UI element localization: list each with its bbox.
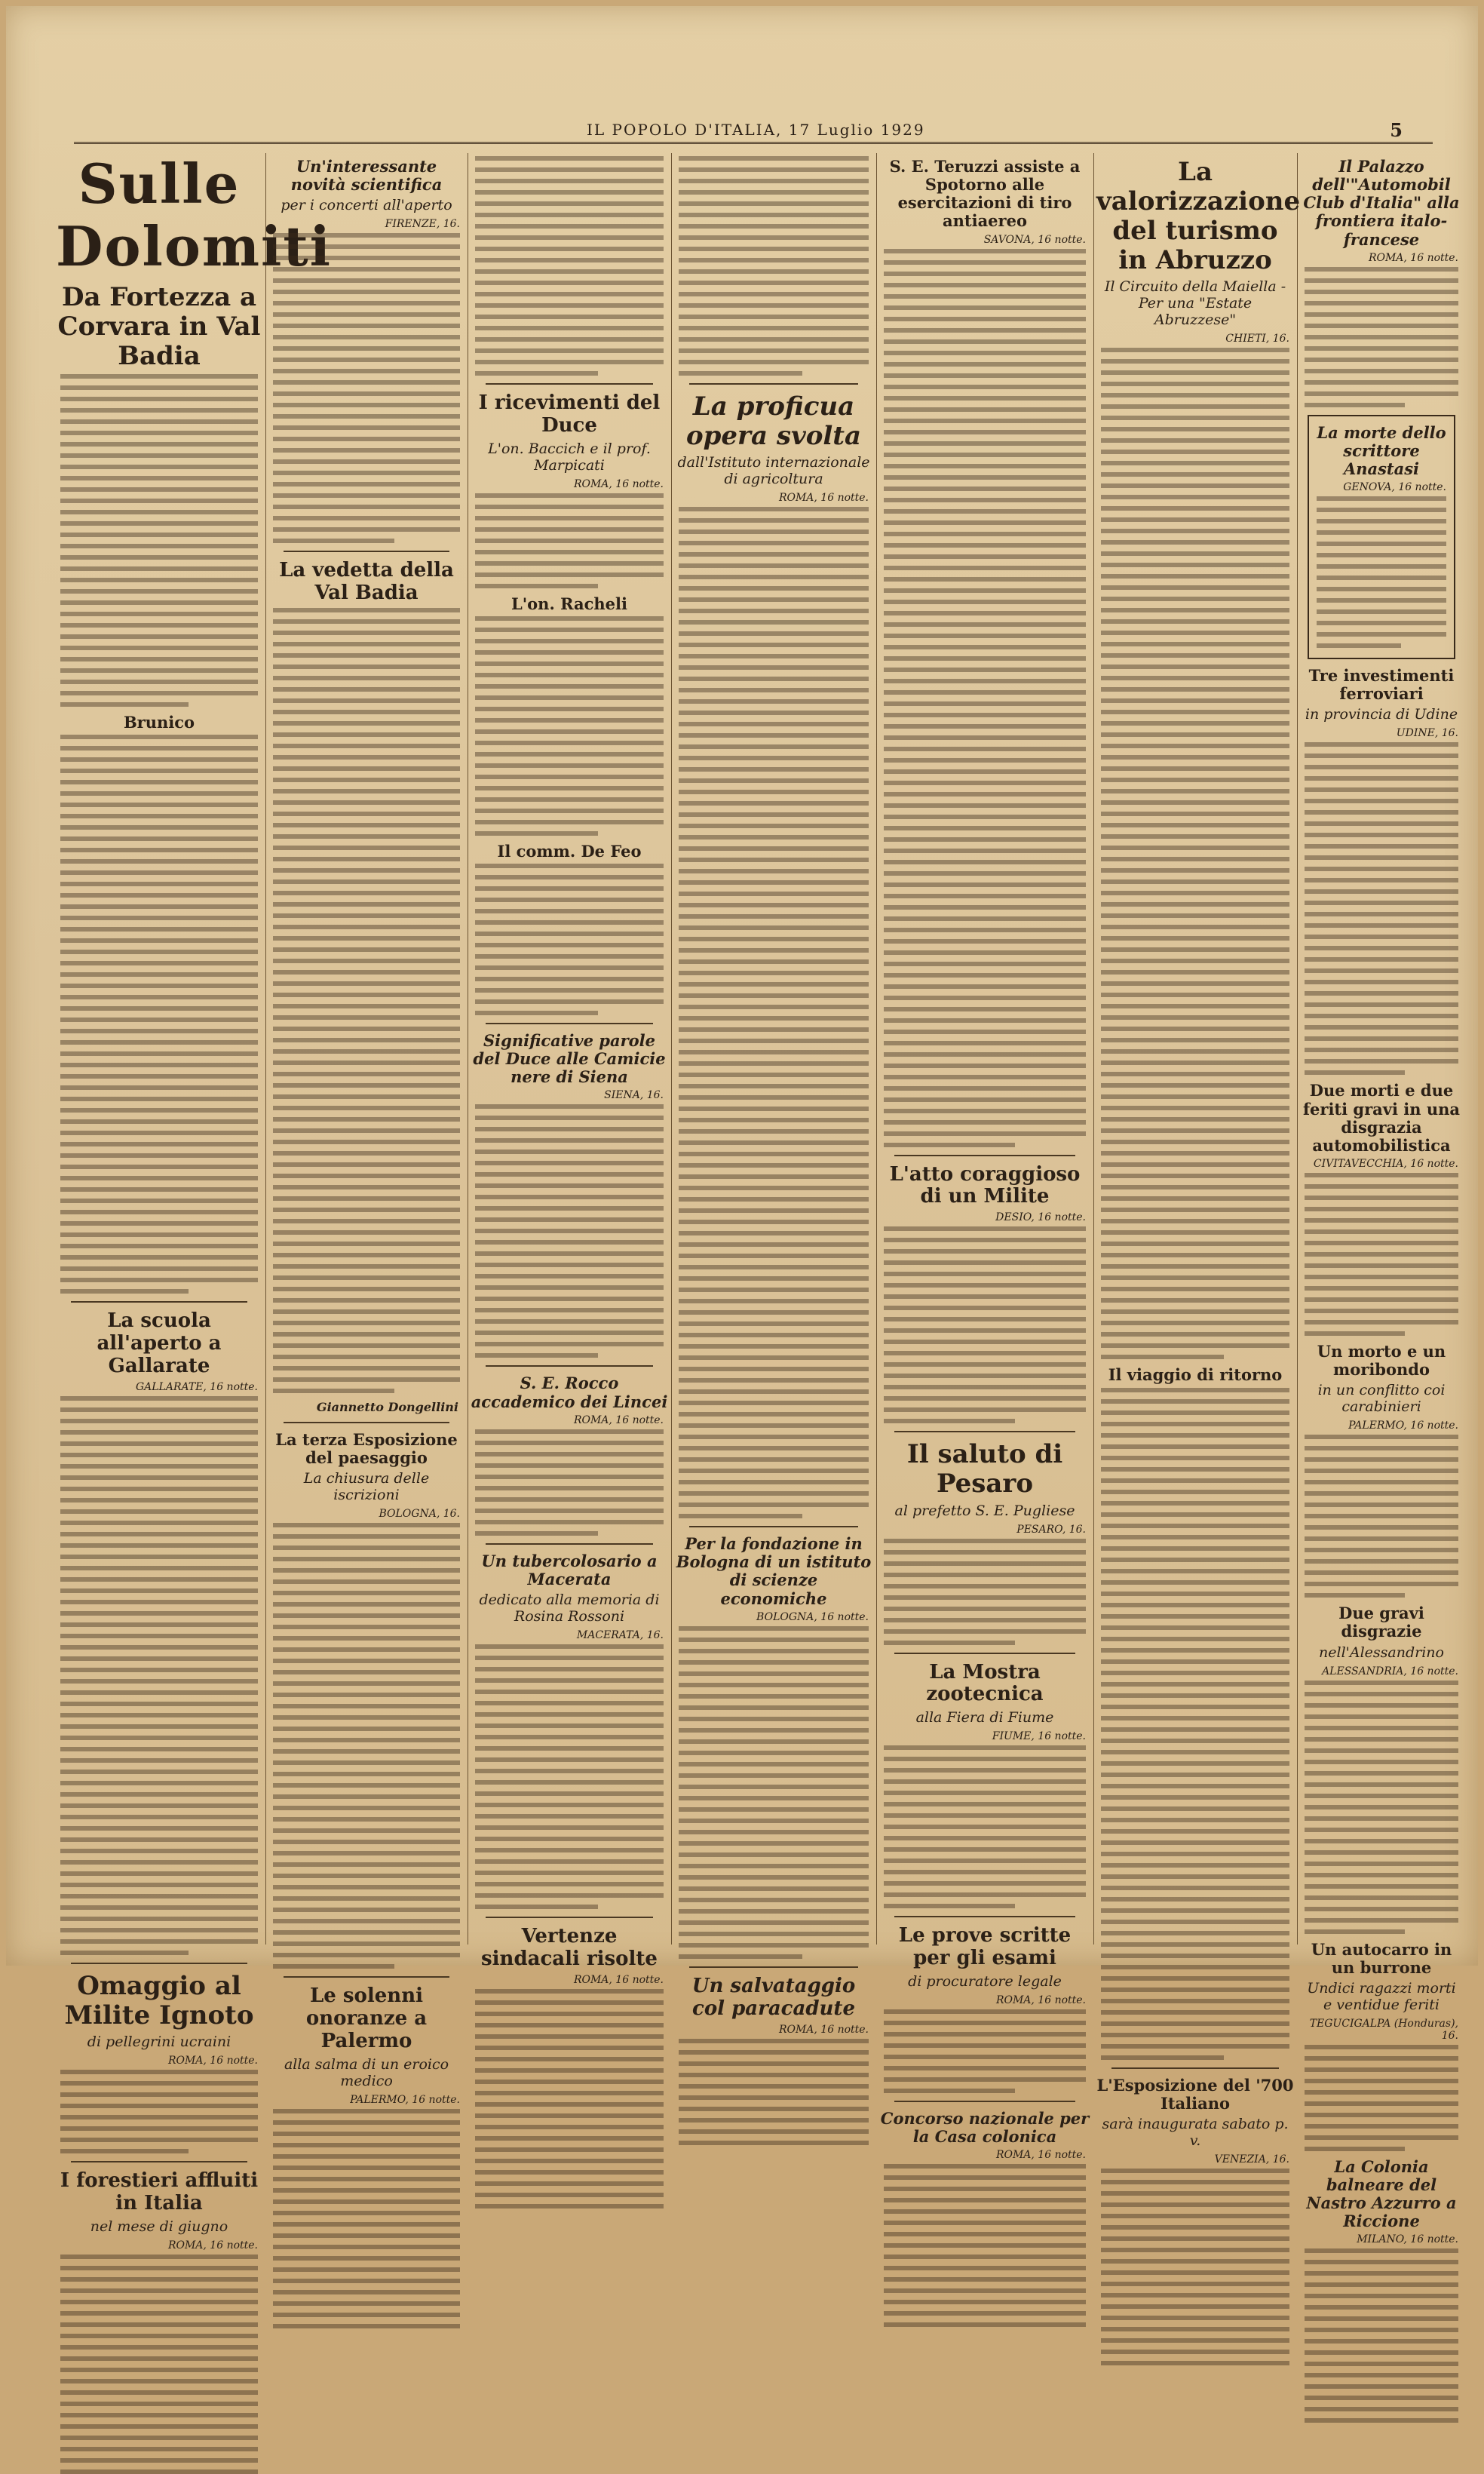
- divider: [689, 1526, 858, 1527]
- article-dateline: ALESSANDRIA, 16 notte.: [1322, 1665, 1458, 1677]
- article-headline: Due gravi disgrazie: [1338, 1604, 1424, 1641]
- divider: [894, 1653, 1075, 1654]
- divider: [71, 1963, 247, 1964]
- divider: [284, 1976, 449, 1978]
- article-subheadline: dedicato alla memoria di Rosina Rossoni: [479, 1592, 660, 1625]
- article-body: [679, 2039, 869, 2145]
- article-dateline: UDINE, 16.: [1396, 727, 1458, 740]
- article-body: [1305, 2248, 1458, 2423]
- article-dateline: ROMA, 16 notte.: [573, 1413, 664, 1426]
- article-body: [475, 1989, 664, 2208]
- divider: [71, 2161, 247, 2162]
- article-body: [475, 1644, 664, 1909]
- article-body: [60, 2070, 258, 2153]
- article-headline: Il Palazzo dell'"Automobil Club d'Italia" alla frontiera italo-francese: [1303, 157, 1460, 249]
- article-dateline: CIVITAVECCHIA, 16 notte.: [1313, 1157, 1458, 1170]
- article-body: [1101, 348, 1289, 1359]
- article-dateline: ROMA, 16 notte.: [573, 477, 664, 490]
- main-subheadline: Da Fortezza a Corvara in Val Badia: [57, 281, 261, 371]
- article-body: [60, 374, 258, 707]
- article-headline: I ricevimenti del Duce: [478, 391, 661, 437]
- article-dateline: ROMA, 16 notte.: [995, 2149, 1086, 2162]
- article-dateline: MILANO, 16 notte.: [1357, 2233, 1458, 2246]
- article-body: [1305, 1435, 1458, 1598]
- article-body: [1305, 2045, 1458, 2151]
- article-body: [60, 1396, 258, 1955]
- article-headline: S. E. Teruzzi assiste a Spotorno alle esercitazioni di tiro antiaereo: [889, 157, 1081, 231]
- article-headline: La terza Esposizione del paesaggio: [275, 1430, 458, 1468]
- article-body: [1317, 496, 1446, 648]
- article-body: [475, 1429, 664, 1536]
- article-subheadline: al prefetto S. E. Pugliese: [894, 1502, 1075, 1519]
- article-subheadline: per i concerti all'aperto: [281, 197, 452, 214]
- masthead-paper-date: IL POPOLO D'ITALIA, 17 Luglio 1929: [587, 121, 925, 139]
- article-body: [1305, 742, 1458, 1075]
- article-dateline: PALERMO, 16 notte.: [1348, 1420, 1458, 1432]
- article-dateline: FIUME, 16 notte.: [992, 1730, 1086, 1743]
- article-headline: Un salvataggio col paracadute: [691, 1974, 856, 2020]
- article-body: [884, 249, 1086, 1147]
- article-body: [679, 1626, 869, 1959]
- article-subheadline: alla salma di un eroico medico: [284, 2056, 449, 2090]
- page-number: 5: [1390, 119, 1403, 141]
- article-subheadline: nel mese di giugno: [90, 2218, 228, 2235]
- article-headline: Per la fondazione in Bologna di un istituto di scienze economiche: [676, 1534, 872, 1608]
- newspaper-page: [6, 6, 1478, 2251]
- column-1: [53, 152, 332, 2251]
- article-subheadline: La chiusura delle iscrizioni: [303, 1470, 430, 1504]
- article-subheadline: Undici ragazzi morti e ventidue feriti: [1307, 1979, 1456, 2013]
- column-6: [1093, 153, 1301, 2166]
- article-subheadline: alla Fiera di Fiume: [915, 1709, 1054, 1727]
- divider: [71, 1301, 247, 1303]
- article-body: [884, 1745, 1086, 1908]
- article-headline: Un morto e un moribondo: [1317, 1341, 1446, 1380]
- article-dateline: SIENA, 16.: [604, 1089, 664, 1102]
- article-headline: Due morti e due feriti gravi in una disgrazia automobilistica: [1303, 1081, 1460, 1155]
- article-subheadline: Il Circuito della Maiella - Per una "Estate Abruzzese": [1104, 278, 1286, 329]
- article-headline: La vedetta della Val Badia: [279, 559, 454, 605]
- article-subheadline: di pellegrini ucraini: [87, 2033, 231, 2050]
- article-dateline: ROMA, 16 notte.: [995, 1994, 1086, 2007]
- divider: [1111, 2067, 1279, 2069]
- article-body: [884, 2164, 1086, 2327]
- article-dateline: BOLOGNA, 16.: [379, 1508, 460, 1521]
- article-body: [475, 493, 664, 588]
- divider: [284, 551, 449, 552]
- article-headline: L'atto coraggioso di un Milite: [889, 1162, 1081, 1208]
- column-3: [468, 153, 672, 1986]
- article-headline: La valorizzazione del turismo in Abruzzo: [1096, 157, 1301, 276]
- article-headline: Omaggio al Milite Ignoto: [64, 1970, 254, 2030]
- article-dateline: SAVONA, 16 notte.: [983, 233, 1086, 246]
- article-body: [884, 1539, 1086, 1645]
- article-headline: Il comm. De Feo: [497, 841, 642, 861]
- article-body: [475, 616, 664, 836]
- article-headline: La morte dello scrittore Anastasi: [1317, 422, 1446, 478]
- article-body: [273, 608, 460, 1393]
- article-headline: Tre investimenti ferroviari: [1308, 666, 1455, 704]
- main-headline: Sulle Dolomiti: [56, 152, 332, 278]
- article-body: [273, 233, 460, 543]
- column-2: [265, 153, 468, 2107]
- article-body: [1101, 2169, 1289, 2365]
- article-headline: Un'interessante novità scientifica: [290, 157, 443, 195]
- divider: [894, 1155, 1075, 1156]
- article-body: [884, 1226, 1086, 1423]
- article-subheadline: in un conflitto coi carabinieri: [1317, 1382, 1446, 1416]
- divider: [689, 383, 858, 385]
- article-dateline: ROMA, 16 notte.: [778, 492, 869, 505]
- article-headline: S. E. Rocco accademico dei Lincei: [471, 1374, 668, 1411]
- article-dateline: VENEZIA, 16.: [1214, 2153, 1289, 2166]
- article-headline: La scuola all'aperto a Gallarate: [97, 1309, 222, 1377]
- article-headline: Il saluto di Pesaro: [906, 1439, 1063, 1499]
- article-dateline: ROMA, 16 notte.: [167, 2239, 258, 2251]
- article-subheadline: L'on. Baccich e il prof. Marpicati: [488, 440, 651, 474]
- divider: [894, 1916, 1075, 1917]
- article-dateline: GALLARATE, 16 notte.: [135, 1380, 258, 1393]
- article-subheadline: sarà inaugurata sabato p. v.: [1102, 2115, 1289, 2149]
- boxed-article: [1308, 415, 1455, 659]
- article-body: [475, 864, 664, 1015]
- column-4: [671, 153, 877, 2036]
- article-headline: La Mostra zootecnica: [926, 1660, 1044, 1706]
- article-headline: Il viaggio di ritorno: [1108, 1365, 1283, 1385]
- divider: [486, 1023, 653, 1024]
- article-body: [1305, 267, 1458, 407]
- article-body: [679, 507, 869, 1518]
- article-body: [1305, 1681, 1458, 1934]
- article-dateline: ROMA, 16 notte.: [778, 2023, 869, 2036]
- article-body: [60, 2255, 258, 2474]
- article-headline: Vertenze sindacali risolte: [481, 1925, 658, 1970]
- article-subheadline: nell'Alessandrino: [1319, 1644, 1444, 1661]
- masthead: [74, 119, 1433, 144]
- article-dateline: FIRENZE, 16.: [385, 218, 460, 231]
- divider: [486, 383, 653, 385]
- article-body: [273, 1523, 460, 1969]
- divider: [689, 1966, 858, 1968]
- article-dateline: ROMA, 16 notte.: [1368, 251, 1458, 264]
- article-headline: La proficua opera svolta: [685, 391, 862, 452]
- article-headline: L'Esposizione del '700 Italiano: [1096, 2075, 1294, 2113]
- article-headline: Le prove scritte per gli esami: [898, 1924, 1072, 1970]
- divider: [284, 1422, 449, 1423]
- article-body: [475, 156, 664, 376]
- article-subheadline: dall'Istituto internazionale di agricoltura: [677, 454, 870, 488]
- article-body: [1305, 1173, 1458, 1336]
- article-body: [884, 2009, 1086, 2093]
- article-subheadline: di procuratore legale: [908, 1973, 1062, 1991]
- article-body: [679, 156, 869, 376]
- article-headline: Un tubercolosario a Macerata: [481, 1551, 658, 1588]
- article-dateline: ROMA, 16 notte.: [167, 2054, 258, 2067]
- article-headline: Le solenni onoranze a Palermo: [305, 1984, 428, 2053]
- article-dateline: BOLOGNA, 16 notte.: [756, 1610, 869, 1623]
- article-subheadline: in provincia di Udine: [1305, 706, 1458, 723]
- divider: [894, 1431, 1075, 1432]
- section-heading-brunico: Brunico: [123, 712, 195, 732]
- article-headline: L'on. Racheli: [511, 594, 627, 613]
- article-dateline: PESARO, 16.: [1016, 1523, 1086, 1536]
- divider: [894, 2101, 1075, 2102]
- byline: Giannetto Dongellini: [316, 1400, 458, 1415]
- article-headline: La Colonia balneare del Nastro Azzurro a Riccione: [1306, 2156, 1457, 2231]
- divider: [486, 1365, 653, 1367]
- article-dateline: GENOVA, 16 notte.: [1343, 481, 1446, 494]
- article-dateline: PALERMO, 16 notte.: [350, 2094, 460, 2107]
- article-body: [60, 735, 258, 1294]
- article-dateline: ROMA, 16 notte.: [573, 1973, 664, 1986]
- article-dateline: DESIO, 16 notte.: [995, 1211, 1086, 1224]
- article-dateline: MACERATA, 16.: [576, 1629, 664, 1642]
- article-headline: Un autocarro in un burrone: [1311, 1939, 1452, 1977]
- article-headline: Significative parole del Duce alle Camicie nere di Siena: [473, 1031, 666, 1087]
- article-dateline: TEGUCIGALPA (Honduras), 16.: [1309, 2017, 1458, 2042]
- article-body: [475, 1104, 664, 1358]
- column-5: [876, 153, 1094, 2162]
- article-body: [273, 2109, 460, 2328]
- divider: [486, 1543, 653, 1545]
- article-headline: I forestieri affluiti in Italia: [60, 2169, 259, 2215]
- article-body: [1101, 1388, 1289, 2060]
- divider: [486, 1917, 653, 1918]
- article-dateline: CHIETI, 16.: [1225, 333, 1289, 345]
- article-headline: Concorso nazionale per la Casa colonica: [880, 2109, 1090, 2147]
- column-7: [1297, 153, 1466, 2246]
